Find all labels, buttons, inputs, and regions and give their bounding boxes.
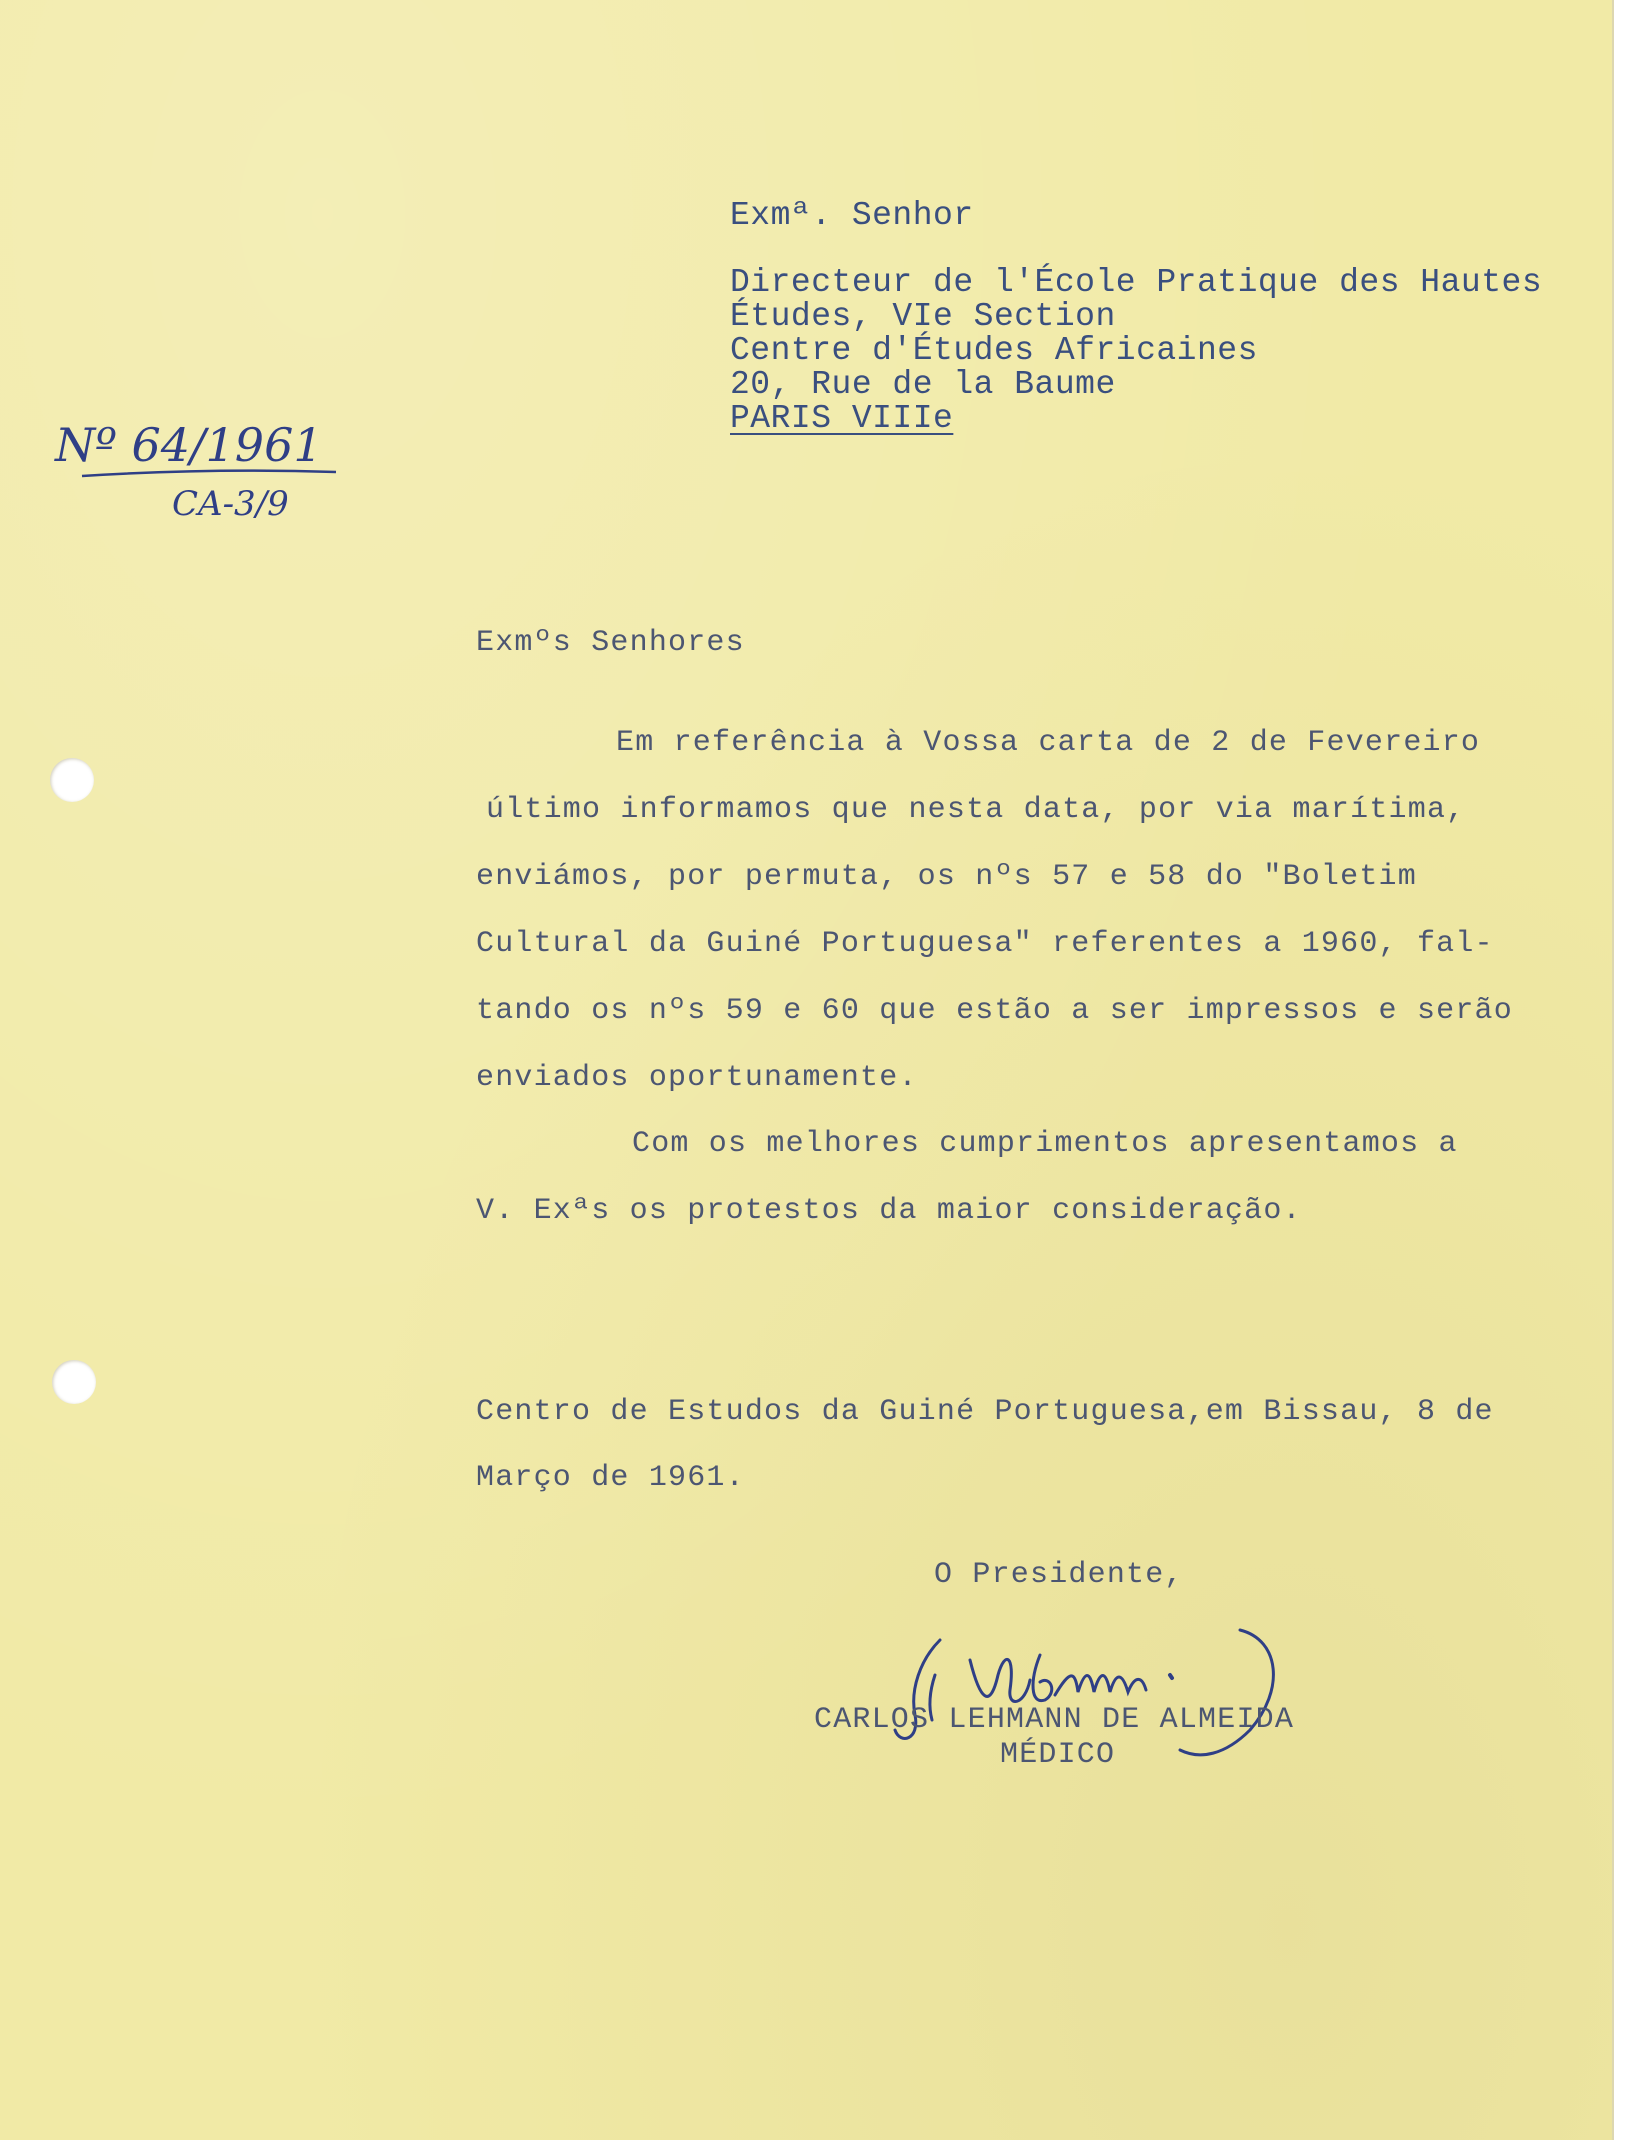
place-date-line: Março de 1961.	[476, 1461, 745, 1495]
recipient-line: 20, Rue de la Baume	[730, 366, 1116, 403]
punch-hole	[50, 758, 94, 802]
greeting: Exmºs Senhores	[476, 626, 745, 660]
recipient-salutation: Exmª. Senhor	[730, 197, 974, 234]
reference-code: CA-3/9	[172, 484, 289, 524]
reference-number: Nº 64/1961	[55, 418, 323, 472]
reference-underline	[80, 464, 340, 484]
body-line: Em referência à Vossa carta de 2 de Fevereiro	[616, 726, 1481, 760]
body-line: último informamos que nesta data, por via marítima,	[486, 793, 1466, 827]
body-line: Com os melhores cumprimentos apresentamos a	[632, 1127, 1458, 1161]
signature	[880, 1620, 1360, 1770]
recipient-line: Directeur de l'École Pratique des Hautes	[730, 264, 1543, 301]
recipient-line: Centre d'Études Africaines	[730, 332, 1258, 369]
scan-margin	[1612, 0, 1643, 2140]
recipient-city: PARIS VIIIe	[730, 400, 954, 437]
place-date-line: Centro de Estudos da Guiné Portuguesa,em Bissau, 8 de	[476, 1395, 1494, 1429]
body-line: enviámos, por permuta, os nºs 57 e 58 do "Boletim	[476, 860, 1417, 894]
body-line: V. Exªs os protestos da maior consideração.	[476, 1194, 1302, 1228]
recipient-line: Études, VIe Section	[730, 298, 1116, 335]
body-line: Cultural da Guiné Portuguesa" referentes a 1960, fal-	[476, 927, 1494, 961]
body-line: tando os nºs 59 e 60 que estão a ser impressos e serão	[476, 994, 1513, 1028]
closing-title: O Presidente,	[934, 1558, 1184, 1592]
punch-hole	[52, 1360, 96, 1404]
signer-name: CARLOS LEHMANN DE ALMEIDA	[814, 1703, 1295, 1737]
body-line: enviados oportunamente.	[476, 1061, 918, 1095]
signer-profession: MÉDICO	[1000, 1738, 1116, 1772]
